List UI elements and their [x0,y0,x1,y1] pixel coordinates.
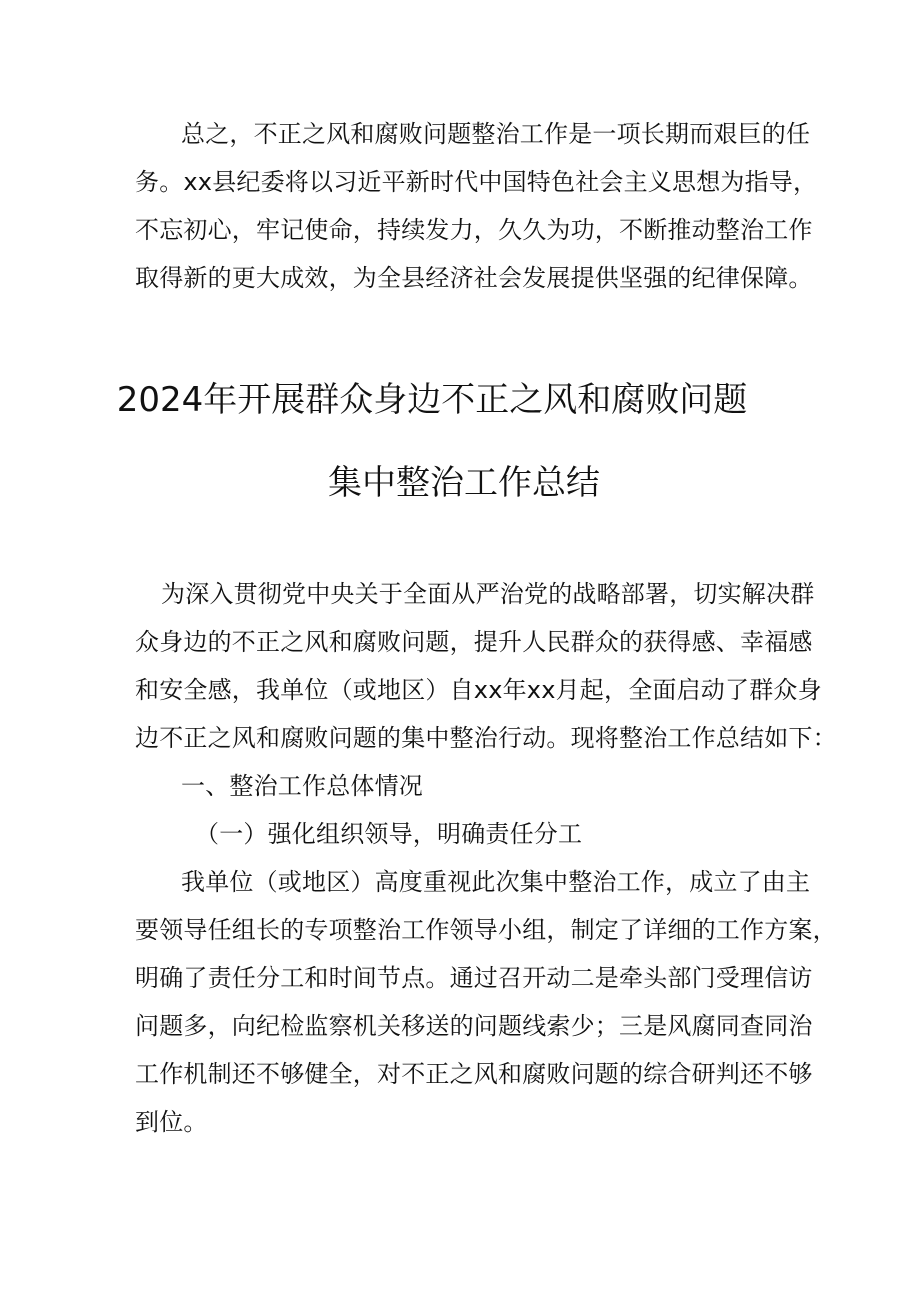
paragraph-line: 总之，不正之风和腐败问题整治工作是一项长期而艰巨的任 [181,120,811,148]
document-title-line-1: 2024年开展群众身边不正之风和腐败问题 [116,380,748,420]
paragraph-line: 和安全感，我单位（或地区）自xx年xx月起，全面启动了群众身 [135,676,822,704]
section-1 [135,762,837,1146]
paragraph-line: 取得新的更大成效，为全县经济社会发展提供坚强的纪律保障。 [135,264,813,292]
paragraph-line: 要领导任组长的专项整治工作领导小组，制定了详细的工作方案， [135,916,837,944]
document-title-line-2: 集中整治工作总结 [328,463,600,503]
section-subheading: （一）强化组织领导，明确责任分工 [195,820,583,848]
conclusion-paragraph [135,110,818,302]
intro-paragraph [135,570,837,762]
paragraph-line: 务。xx县纪委将以习近平新时代中国特色社会主义思想为指导， [135,168,818,196]
paragraph-line: 明确了责任分工和时间节点。通过召开动二是牵头部门受理信访 [135,964,813,992]
paragraph-line: 众身边的不正之风和腐败问题，提升人民群众的获得感、幸福感 [135,628,813,656]
paragraph-line: 工作机制还不够健全，对不正之风和腐败问题的综合研判还不够 [135,1060,813,1088]
paragraph-line: 问题多，向纪检监察机关移送的问题线索少；三是风腐同查同治 [135,1012,813,1040]
paragraph-line: 我单位（或地区）高度重视此次集中整治工作，成立了由主 [181,868,811,896]
paragraph-line: 为深入贯彻党中央关于全面从严治党的战略部署，切实解决群 [161,580,815,608]
section-heading: 一、整治工作总体情况 [181,772,423,800]
paragraph-line: 不忘初心，牢记使命，持续发力，久久为功，不断推动整治工作 [135,216,813,244]
paragraph-line: 到位。 [135,1108,208,1136]
paragraph-line: 边不正之风和腐败问题的集中整治行动。现将整治工作总结如下： [135,724,837,752]
